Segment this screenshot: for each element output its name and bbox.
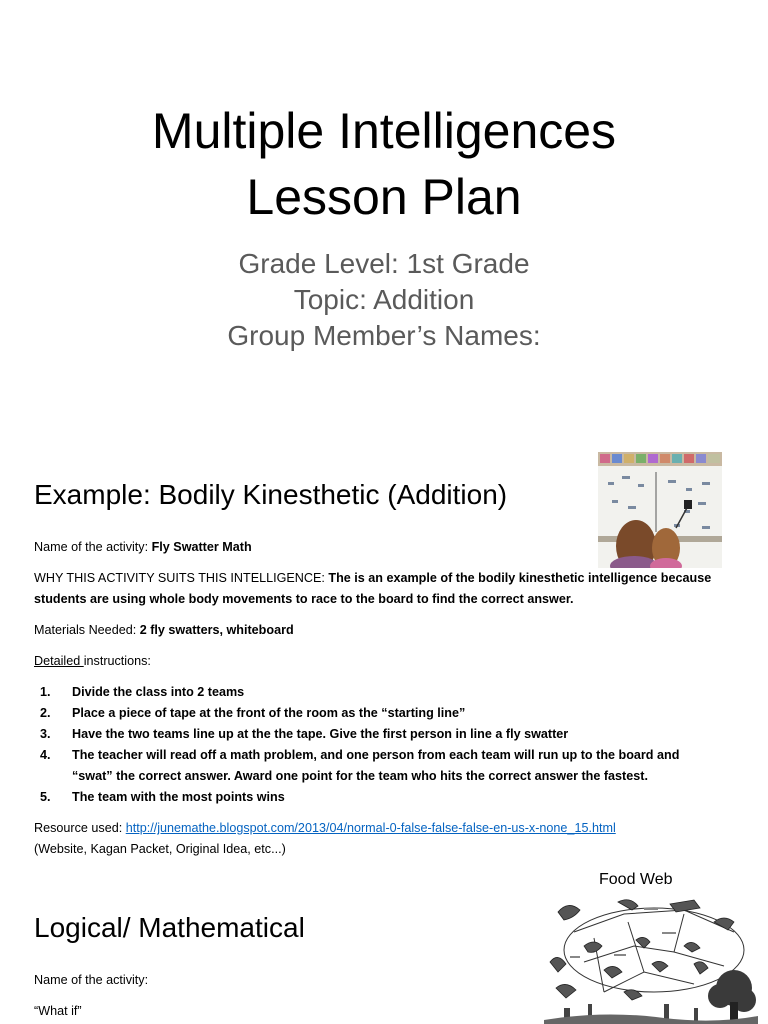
materials-label: Materials Needed: <box>34 623 140 637</box>
materials-value: 2 fly swatters, whiteboard <box>139 623 294 637</box>
title-line-1: Multiple Intelligences <box>151 103 617 159</box>
activity-name-label-2: Name of the activity: <box>34 973 149 987</box>
group-member-names: Group Member’s Names: <box>227 320 541 351</box>
materials-line <box>34 620 294 641</box>
document-title <box>0 98 768 230</box>
activity-name-value: Fly Swatter Math <box>151 540 252 554</box>
list-item: 3. Have the two teams line up at the the tape. Give the first person in line a fly swatter <box>40 727 569 741</box>
document-subtitle <box>0 246 768 354</box>
section-heading-bodily-kinesthetic: Example: Bodily Kinesthetic (Addition) <box>34 479 508 510</box>
classroom-photo <box>598 452 722 568</box>
resource-link[interactable]: http://junemathe.blogspot.com/2013/04/normal-0-false-false-false-en-us-x-none_15.html <box>125 821 616 835</box>
instructions-rest: instructions: <box>83 654 151 668</box>
grade-level: Grade Level: 1st Grade <box>238 248 530 279</box>
topic: Topic: Addition <box>293 284 475 315</box>
food-web-diagram <box>544 892 758 1024</box>
why-activity-suits <box>34 568 734 610</box>
title-line-2: Lesson Plan <box>246 169 522 225</box>
resource-used <box>34 818 754 860</box>
resource-note: (Website, Kagan Packet, Original Idea, etc...) <box>34 842 286 856</box>
why-value-line-2: students are using whole body movements to race to the board to find the correct answer. <box>34 592 574 606</box>
instructions-heading <box>34 651 151 672</box>
why-label: WHY THIS ACTIVITY SUITS THIS INTELLIGENCE: <box>34 571 329 585</box>
food-web-title: Food Web <box>599 871 673 888</box>
list-item: 2. Place a piece of tape at the front of the room as the “starting line” <box>40 706 466 720</box>
instruction-steps <box>34 682 734 808</box>
list-item: 5. The team with the most points wins <box>40 790 285 804</box>
instructions-underlined: Detailed <box>34 654 84 668</box>
list-item: 1. Divide the class into 2 teams <box>40 685 245 699</box>
section-heading-logical-mathematical: Logical/ Mathematical <box>34 912 305 943</box>
list-item: 4. The teacher will read off a math problem, and one person from each team will run up to the board and “swat” the correct answer. Award one point for the team who hits the correct answer the fastest. <box>40 748 680 783</box>
resource-label: Resource used: <box>34 821 126 835</box>
activity-name-line <box>34 537 252 558</box>
activity-name-label: Name of the activity: <box>34 540 152 554</box>
why-value-line-1: The is an example of the bodily kinesthetic intelligence because <box>328 571 712 585</box>
activity-name-value-2: “What if” <box>34 1004 82 1018</box>
